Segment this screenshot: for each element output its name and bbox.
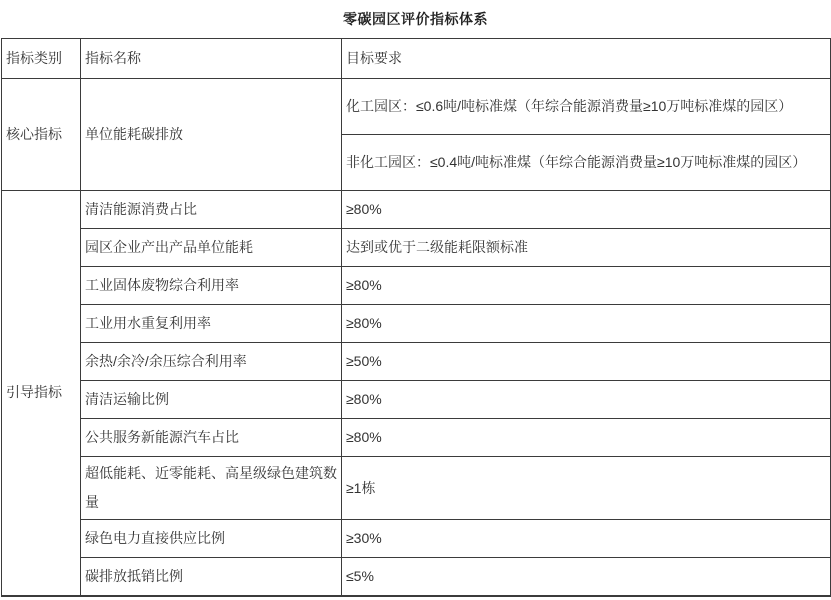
header-category: 指标类别 bbox=[2, 39, 81, 79]
indicator-cell: 绿色电力直接供应比例 bbox=[81, 520, 342, 558]
target-cell: 达到或优于二级能耗限额标准 bbox=[342, 229, 831, 267]
header-target: 目标要求 bbox=[342, 39, 831, 79]
target-cell: ≥50% bbox=[342, 343, 831, 381]
page-title: 零碳园区评价指标体系 bbox=[343, 11, 488, 27]
table-row bbox=[2, 191, 831, 229]
indicator-cell: 公共服务新能源汽车占比 bbox=[81, 419, 342, 457]
table-header-row bbox=[2, 39, 831, 79]
indicator-cell: 工业用水重复利用率 bbox=[81, 305, 342, 343]
target-cell: ≥80% bbox=[342, 191, 831, 229]
indicator-cell-core: 单位能耗碳排放 bbox=[81, 79, 342, 191]
category-cell-guidance: 引导指标 bbox=[2, 191, 81, 596]
table-row bbox=[2, 381, 831, 419]
target-cell: ≥80% bbox=[342, 381, 831, 419]
guidance-section bbox=[2, 191, 831, 596]
target-cell-chemical-park: 化工园区：≤0.6吨/吨标准煤（年综合能源消费量≥10万吨标准煤的园区） bbox=[342, 79, 831, 135]
target-cell: ≥80% bbox=[342, 419, 831, 457]
table-row bbox=[2, 229, 831, 267]
indicator-cell: 清洁能源消费占比 bbox=[81, 191, 342, 229]
target-cell: ≥30% bbox=[342, 520, 831, 558]
target-cell: ≤5% bbox=[342, 558, 831, 596]
indicator-cell: 碳排放抵销比例 bbox=[81, 558, 342, 596]
indicator-cell: 超低能耗、近零能耗、高星级绿色建筑数量 bbox=[81, 457, 342, 520]
table-row bbox=[2, 520, 831, 558]
target-cell-non-chemical-park: 非化工园区：≤0.4吨/吨标准煤（年综合能源消费量≥10万吨标准煤的园区） bbox=[342, 135, 831, 191]
target-cell: ≥80% bbox=[342, 267, 831, 305]
indicator-table bbox=[1, 38, 831, 597]
indicator-cell: 园区企业产出产品单位能耗 bbox=[81, 229, 342, 267]
target-cell: ≥1栋 bbox=[342, 457, 831, 520]
table-row bbox=[2, 267, 831, 305]
core-section bbox=[2, 79, 831, 191]
header-indicator: 指标名称 bbox=[81, 39, 342, 79]
table-row bbox=[2, 79, 831, 135]
indicator-cell: 工业固体废物综合利用率 bbox=[81, 267, 342, 305]
table-row bbox=[2, 457, 831, 520]
table-row bbox=[2, 305, 831, 343]
target-cell: ≥80% bbox=[342, 305, 831, 343]
indicator-cell: 余热/余冷/余压综合利用率 bbox=[81, 343, 342, 381]
table-row bbox=[2, 419, 831, 457]
table-row bbox=[2, 558, 831, 596]
category-cell-core: 核心指标 bbox=[2, 79, 81, 191]
table-row bbox=[2, 343, 831, 381]
indicator-cell: 清洁运输比例 bbox=[81, 381, 342, 419]
